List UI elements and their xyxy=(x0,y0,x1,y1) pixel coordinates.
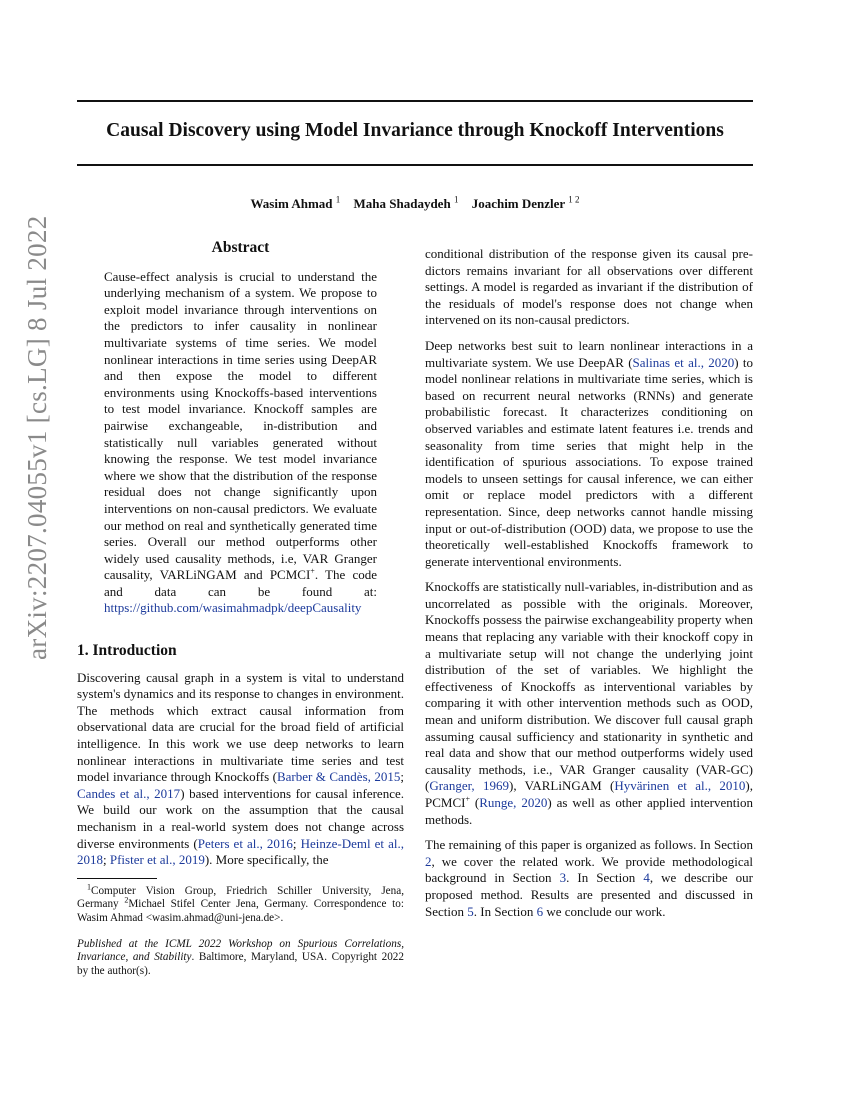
citation-link[interactable]: https://github.com/wasimahmadpk/deepCausality xyxy=(104,600,362,616)
author xyxy=(472,196,580,211)
affiliation-2-correspondence: Michael Stifel Center Jena, Germany. Correspondence to: Wasim Ahmad <wasim.ahmad@uni-jena.de>. xyxy=(77,898,404,924)
superscript: + xyxy=(465,794,470,804)
citation-link[interactable]: 3 xyxy=(559,870,567,886)
text-run: , we cover the related work. We provide methodological background in Section xyxy=(425,853,753,886)
right-column xyxy=(425,246,753,929)
text-run: ; xyxy=(103,852,110,868)
citation-link[interactable]: Heinze-Deml et al., 2018 xyxy=(77,835,404,868)
citation-link[interactable]: 5 xyxy=(467,903,474,919)
top-rule xyxy=(77,100,753,102)
left-column xyxy=(77,240,404,990)
citation-link[interactable]: Barber & Candès, 2015 xyxy=(276,769,401,785)
paper-title: Causal Discovery using Model Invariance through Knockoff Interventions xyxy=(106,120,724,141)
body-paragraph xyxy=(425,837,753,920)
text-run: Deep networks best suit to learn nonlinear interactions in a multivariate system. We use DeepAR ( xyxy=(425,337,753,370)
footnote-mark: 2 xyxy=(124,895,129,905)
text-run: ( xyxy=(469,795,480,810)
text-run: . The code and data can be found at: xyxy=(104,567,377,599)
text-run: ), VARLiNGAM ( xyxy=(508,778,615,794)
footnotes xyxy=(77,882,404,979)
author-name: Wasim Ahmad xyxy=(250,196,333,211)
text-run: ), PCMCI xyxy=(425,778,753,810)
affiliation-mark: 1 2 xyxy=(568,194,580,205)
citation-link[interactable]: Hyvärinen et al., 2010 xyxy=(614,778,746,794)
affiliation-1: Computer Vision Group, Friedrich Schiller University, Jena, Germany xyxy=(77,884,404,911)
text-run: ; xyxy=(400,769,404,785)
citation-link[interactable]: 2 xyxy=(425,853,432,869)
title-rule xyxy=(77,164,753,166)
text-run: , we describe our proposed method. Results are presented and discussed in Section xyxy=(425,870,753,919)
body-paragraph xyxy=(425,246,753,329)
citation-link[interactable]: Granger, 1969 xyxy=(429,778,509,794)
citation-link[interactable]: Peters et al., 2016 xyxy=(197,835,293,851)
venue: Published at the ICML 2022 Workshop on Spurious Correlations, Invariance, and Stability xyxy=(77,937,404,964)
affiliation-mark: 1 xyxy=(453,194,459,205)
citation-link[interactable]: Pfister et al., 2019 xyxy=(109,852,205,868)
text-run: Cause-effect analysis is crucial to understand the underlying mechanism of a system. We propose to exploit model invariance through interventions on the predictors to infer causality in nonlinear multivariate systems of time series. We model nonlinear interactions in time series using DeepAR and then expose the model to different environments using Knockoffs-based interventions to test model invariance. Knockoff samples are pairwise exchangeable, in-distribution and statistically null variables generated without knowing the response. We test model invariance where we show that the distribution of the response residual does not change significantly upon interventions on non-causal predictors. We evaluate our method on real and synthetically generated time series. Overall our method outperforms other widely used causality methods, i.e, VAR Granger causality, VARLiNGAM and PCMCI xyxy=(104,268,377,583)
text-run: . In Section xyxy=(473,903,537,919)
superscript: + xyxy=(310,566,315,576)
affiliation-footnote xyxy=(77,882,404,926)
text-run: The remaining of this paper is organized as follows. In Section xyxy=(425,837,753,853)
abstract-heading: Abstract xyxy=(211,239,270,256)
text-run: we conclude our work. xyxy=(543,903,666,919)
abstract-text xyxy=(104,269,377,617)
author-list xyxy=(77,196,753,212)
citation-link[interactable]: Runge, 2020 xyxy=(479,795,548,810)
body-paragraph xyxy=(425,338,753,570)
body-paragraph xyxy=(425,579,753,828)
author-name: Joachim Denzler xyxy=(471,196,565,211)
affiliation-mark: 1 xyxy=(335,194,341,205)
intro-paragraph xyxy=(77,670,404,869)
publication-note xyxy=(77,938,404,979)
text-run: . In Section xyxy=(566,870,644,886)
author-name: Maha Shadaydeh xyxy=(353,196,451,211)
text-run: ). More specifically, the xyxy=(204,852,329,868)
section-heading-introduction: 1. Introduction xyxy=(77,642,177,660)
text-run: Discovering causal graph in a system is vital to understand system's dynamics and its response to changes in environment. The methods which extract causal information from observational data are crucial for the broad field of artificial intelligence. In this work we use deep networks to learn nonlinear interactions in multivariate time series and test model invariance through Knockoffs ( xyxy=(77,669,404,785)
citation-link[interactable]: Salinas et al., 2020 xyxy=(632,354,735,370)
author xyxy=(354,196,459,211)
copyright: . Baltimore, Maryland, USA. Copyright 2022 by the author(s). xyxy=(77,951,404,977)
text-run: ) to model nonlinear relations in multivariate time series, which is based on recurrent neural networks (RNNs) and generate probabilistic forecast. It characterizes conditioning on observed variables and estimate latent features i.e. trends and seasonality from time series that might help in the identification of spurious associations. To expose trained models to unseen settings for causal inference, we can either omit or replace model predictors with a different representation. Since, deep networks cannot handle missing input or out-of-distribution (OOD) data, we propose to use the theoretically well-established Knockoffs framework to generate interventional environments. xyxy=(425,354,753,569)
footnote-rule xyxy=(77,878,157,879)
citation-link[interactable]: 6 xyxy=(536,903,544,919)
text-run: conditional distribution of the response given its causal predictors remains invariant for all observations over different settings. A model is regarded as invariant if the distribution of the residuals of model's response does not change when intervened on its non-causal predictors. xyxy=(425,246,753,328)
footnote-mark: 1 xyxy=(87,882,91,892)
citation-link[interactable]: 4 xyxy=(643,870,650,886)
text-run: Knockoffs are statistically null-variables, in-distribution and as uncorrelated as possible with the originals. Moreover, Knockoffs possess the pairwise exchangeability property when means that replacing any variable with their knockoff copy in a multivariate setup will not change the underlying joint distribution of the set of variables. We highlight the effectiveness of Knockoffs as interventional variables by comparing it with other intervention methods such as OOD, mean and uniform distribution. We discover full causal graph assuming causal sufficiency and stationarity in synthetic and real data and show that our method outperforms widely used causality methods, i.e., VAR Granger causality (VAR-GC) ( xyxy=(425,579,753,794)
text-run: ; xyxy=(292,835,301,851)
citation-link[interactable]: Candes et al., 2017 xyxy=(77,785,181,801)
author xyxy=(251,196,341,211)
text-run: ) based interventions for causal inference. We build our work on the assumption that the causal mechanism in a real-world system does not change across diverse environments ( xyxy=(77,785,404,851)
text-run: ) as well as other applied intervention methods. xyxy=(425,795,753,827)
arxiv-identifier[interactable]: arXiv:2207.04055v1 [cs.LG] 8 Jul 2022 xyxy=(22,215,52,660)
